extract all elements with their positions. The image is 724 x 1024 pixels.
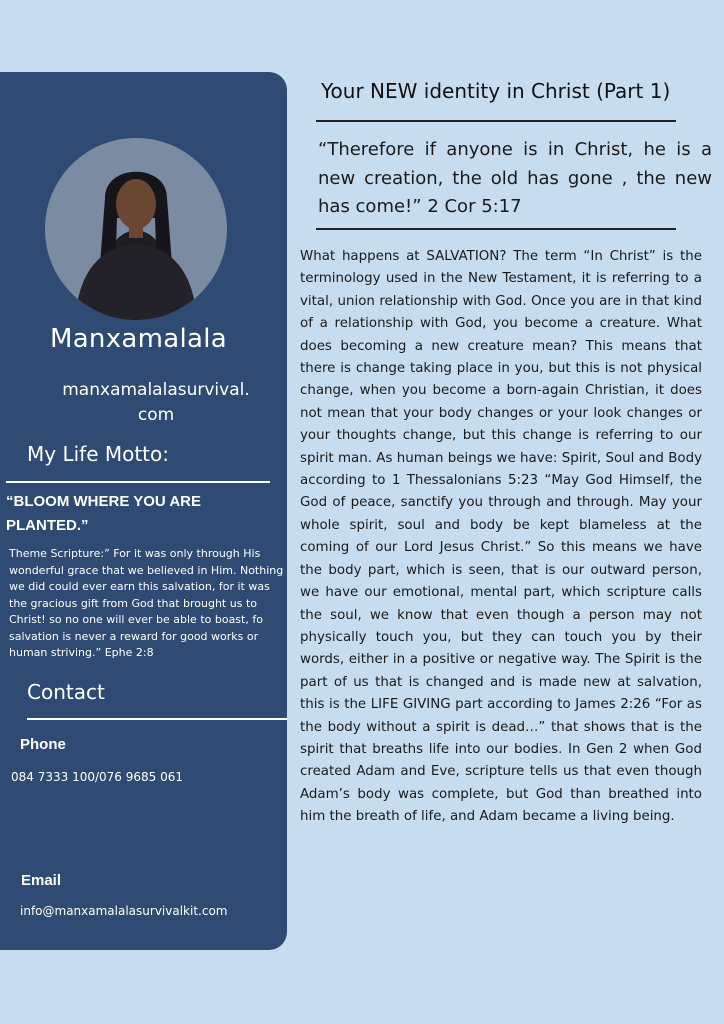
life-motto: “BLOOM WHERE YOU ARE PLANTED.” (6, 493, 202, 534)
profile-photo (45, 138, 227, 320)
email-label: Email (21, 872, 62, 889)
contact-heading: Contact (27, 680, 105, 704)
quote-divider (316, 228, 676, 230)
phone-number[interactable]: 084 7333 100/076 9685 061 (11, 770, 183, 784)
key-verse-quote: “Therefore if anyone is in Christ, he is a new creation, the old has gone , the new has come!” 2 Cor 5:17 (318, 139, 712, 217)
website-link[interactable]: manxamalalasurvival. com (62, 380, 250, 425)
profile-sidebar (0, 72, 287, 950)
contact-divider (27, 718, 287, 720)
article-title: Your NEW identity in Christ (Part 1) (321, 79, 671, 103)
title-divider (316, 120, 676, 122)
article-body: What happens at SALVATION? The term “In Christ” is the terminology used in the New Testament, it is referring to a vital, union relationship with God. Once you are in that kind of a relationship with God, you become a creature. What does becoming a new creature mean? This means that there is change taking place in you, but this is not physical change, when you become a born-again Christian, it does not mean that your body changes or your look changes or your thoughts change, but this change is referring to our spirit man. As human beings we have: Spirit, Soul and Body according to 1 Thessalonians 5:23 “May God Himself, the God of peace, sanctify you through and through. May your whole spirit, soul and body be kept blameless at the coming of our Lord Jesus Christ.” So this means we have the body part, which is seen, that is our outward person, we have our emotional, mental part, which scripture calls the soul, we know that even though a person may not physically touch you, but they can touch you by their words, either in a positive or negative way. The Spirit is the part of us that is changed and is made new at salvation, this is the LIFE GIVING part according to James 2:26 “For as the body without a spirit is dead…” that shows that is the spirit that breaths life into our bodies. In Gen 2 when God created Adam and Eve, scripture tells us that even though Adam’s body was complete, but God than breathed into him the breath of life, and Adam became a living being. (300, 249, 702, 825)
email-address[interactable]: info@manxamalalasurvivalkit.com (20, 904, 228, 918)
profile-name: Manxamalala (49, 324, 228, 354)
theme-scripture: Theme Scripture:” For it was only through His wonderful grace that we believed in Him. Nothing we did could ever earn this salvation, for it was the gracious gift from God that brought us to Christ! so no one will ever be able to boast, fo salvation is never a reward for good works or human striving.” Ephe 2:8 (9, 547, 284, 659)
motto-heading: My Life Motto: (27, 442, 170, 466)
motto-divider (6, 481, 270, 483)
phone-label: Phone (20, 736, 66, 753)
person-portrait-icon (45, 138, 227, 320)
